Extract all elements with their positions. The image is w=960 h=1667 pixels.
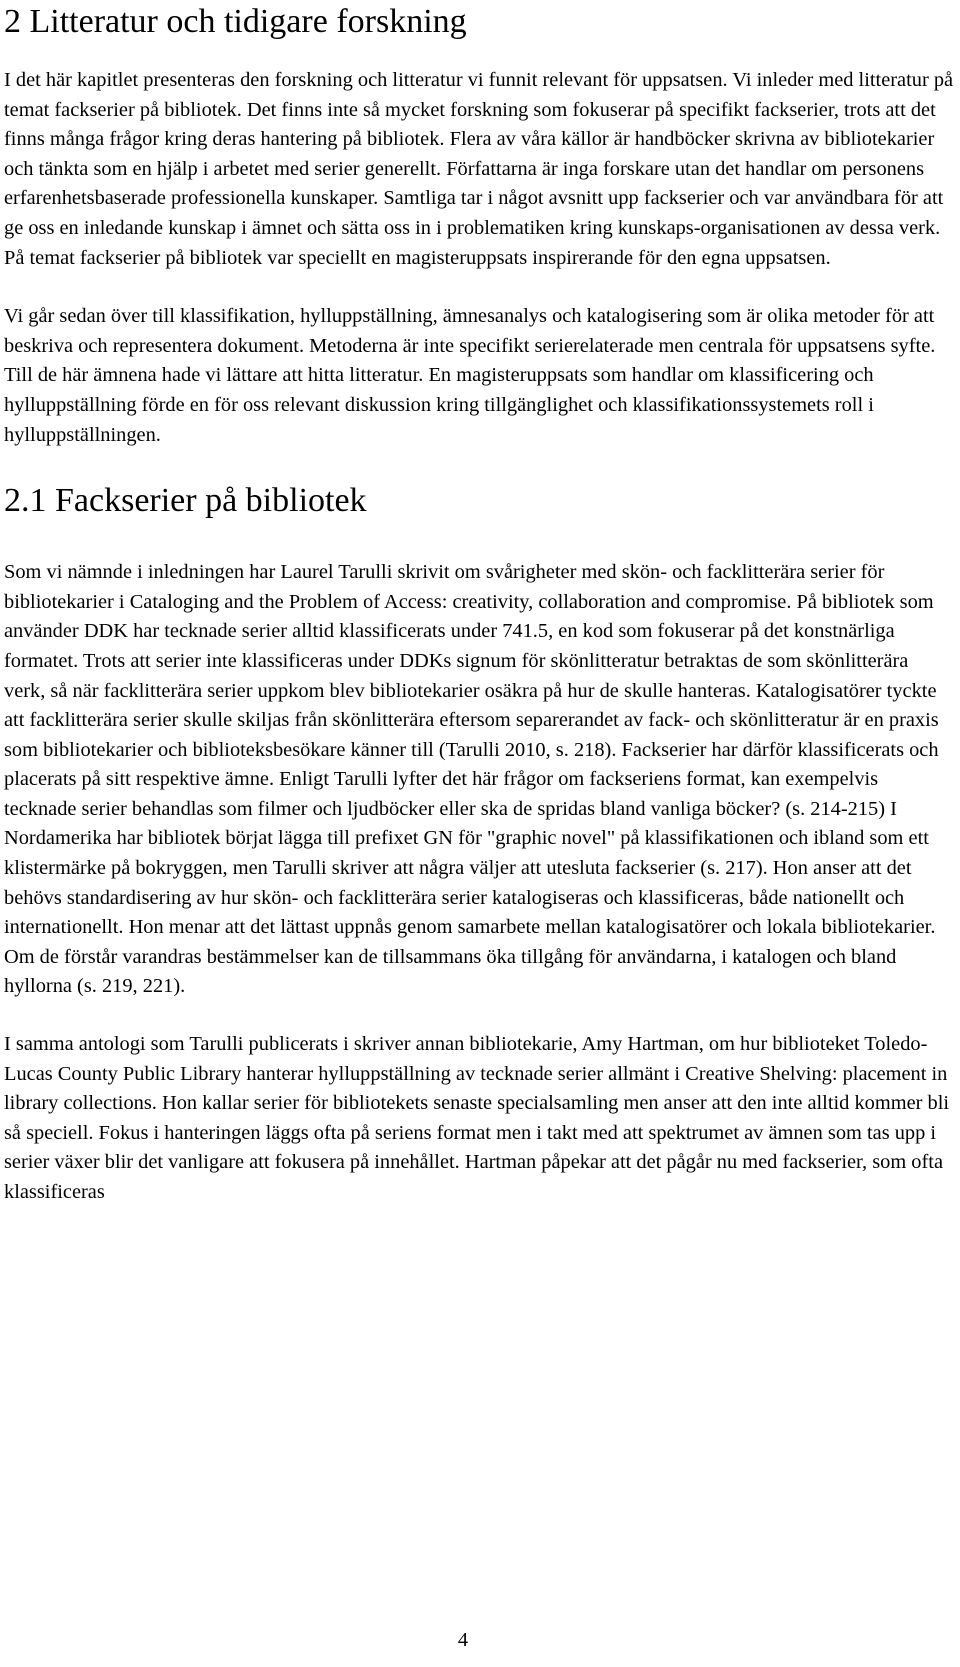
section-heading: 2.1 Fackserier på bibliotek xyxy=(4,482,367,520)
spacer xyxy=(4,42,954,66)
page-number: 4 xyxy=(457,1629,469,1651)
spacer xyxy=(4,1002,954,1030)
spacer xyxy=(4,531,954,558)
chapter-paragraph-1: I det här kapitlet presenteras den forskning och litteratur vi funnit relevant för uppsatsen. Vi inleder med litteratur på temat fackserier på bibliotek. Det finns inte så mycket forskning som fokuserar på specifikt fackserier, trots att det finns många frågor kring deras hantering på bibliotek. Flera av våra källor är handböcker skrivna av bibliotekarier och tänkta som en hjälp i arbetet med serier generellt. Författarna är inga forskare utan det handlar om personens erfarenhetsbaserade professionella kunskaper. Samtliga tar i något avsnitt upp fackserier och var användbara för att ge oss en inledande kunskap i ämnet och sätta oss in i problematiken kring kunskaps-organisationen av dessa verk. På temat fackserier på bibliotek var speciellt en magisteruppsats inspirerande för den egna uppsatsen. xyxy=(4,69,954,269)
section-paragraph-1: Som vi nämnde i inledningen har Laurel Tarulli skrivit om svårigheter med skön- och facklitterära serier för bibliotekarier i Cataloging and the Problem of Access: creativity, collaboration and compromise. På bibliotek som använder DDK har tecknade serier alltid klassificerats under 741.5, en kod som fokuserar på det konstnärliga formatet. Trots att serier inte klassificeras under DDKs signum för skönlitteratur betraktas de som skönlitterära verk, så när facklitterära serier uppkom blev bibliotekarier osäkra på hur de skulle hanteras. Katalogisatörer tyckte att facklitterära serier skulle skiljas från skönlitterära eftersom separerandet av fack- och skönlitteratur är en praxis som bibliotekarier och biblioteksbesökare känner till (Tarulli 2010, s. 218). Fackserier har därför klassificerats och placerats på sitt respektive ämne. Enligt Tarulli lyfter det här frågor om fackseriens format, kan exempelvis tecknade serier behandlas som filmer och ljudböcker eller ska de spridas bland vanliga böcker? (s. 214-215) I Nordamerika har bibliotek börjat lägga till prefixet GN för "graphic novel" på klassifikationen och ibland som ett klistermärke på bokryggen, men Tarulli skriver att några väljer att utesluta fackserier (s. 217). Hon anser att det behövs standardisering av hur skön- och facklitterära serier katalogiseras och klassificeras, både nationellt och internationellt. Hon menar att det lättast uppnås genom samarbete mellan katalogisatörer och lokala bibliotekarier. Om de förstår varandras bestämmelser kan de tillsammans öka tillgång för användarna, i katalogen och bland hyllorna (s. 219, 221). xyxy=(4,561,939,998)
chapter-paragraph-2: Vi går sedan över till klassifikation, hylluppställning, ämnesanalys och katalogisering som är olika metoder för att beskriva och representera dokument. Metoderna är inte specifikt serierelaterade men centrala för uppsatsens syfte. Till de här ämnena hade vi lättare att hitta litteratur. En magisteruppsats som handlar om klassificering och hylluppställning förde en för oss relevant diskussion kring tillgänglighet och klassifikationssystemets roll i hylluppställningen. xyxy=(4,305,936,446)
page-content xyxy=(4,0,954,1208)
section-paragraph-2: I samma antologi som Tarulli publicerats i skriver annan bibliotekarie, Amy Hartman, om hur biblioteket Toledo-Lucas County Public Library hanterar hylluppställning av tecknade serier allmänt i Creative Shelving: placement in library collections. Hon kallar serier för bibliotekets senaste specialsamling men anser att den inte alltid kommer bli så speciell. Fokus i hanteringen läggs ofta på seriens format men i takt med att spektrumet av ämnen som tas upp i serier växer blir det vanligare att fokusera på innehållet. Hartman påpekar att det pågår nu med fackserier, som ofta klassificeras xyxy=(4,1033,950,1203)
chapter-heading: 2 Litteratur och tidigare forskning xyxy=(4,3,467,40)
spacer xyxy=(4,450,954,481)
spacer xyxy=(4,273,954,302)
